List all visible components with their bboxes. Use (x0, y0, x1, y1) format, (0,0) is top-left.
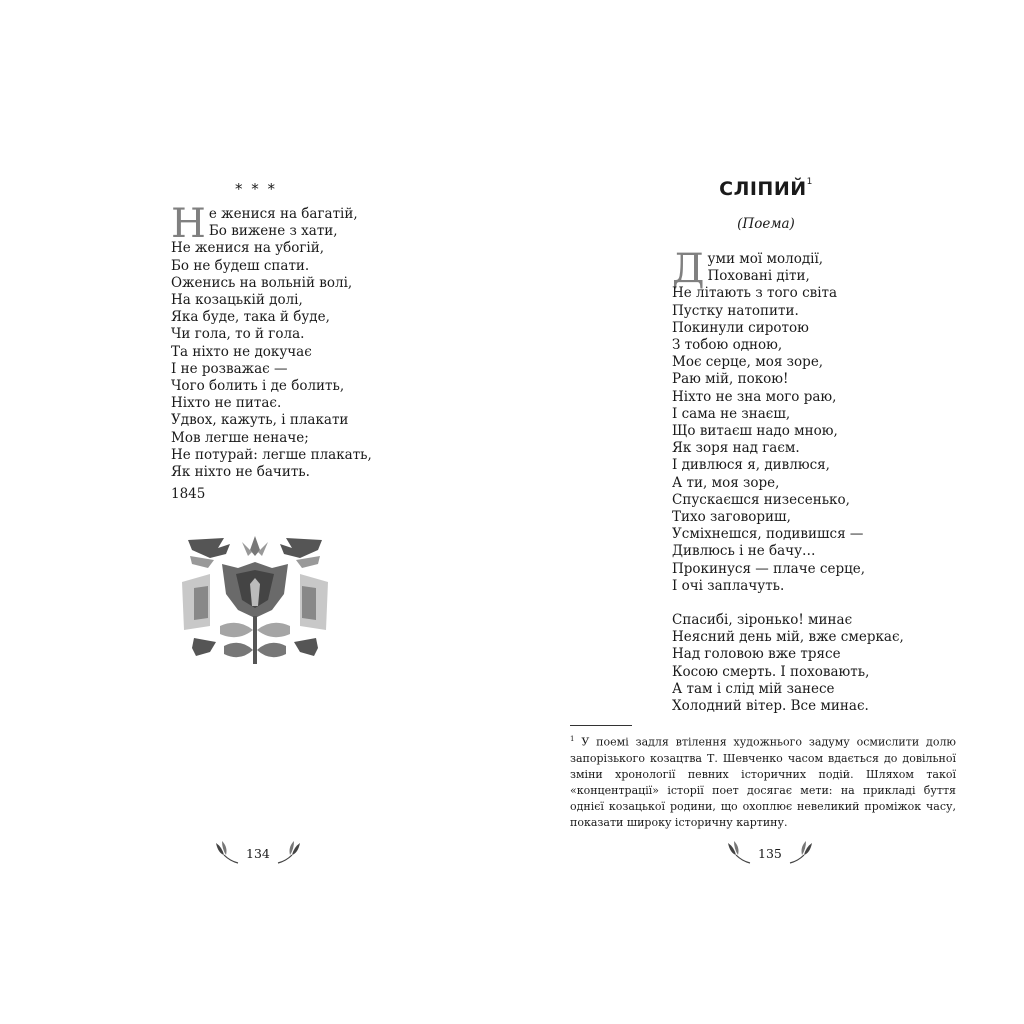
poem-line: На козацькій долі, (171, 292, 303, 309)
page-number-footer (212, 838, 304, 868)
poem-line: Що витаєш надо мною, (672, 423, 838, 440)
poem-subtitle: (Поема) (737, 216, 795, 232)
poem-line: Неясний день мій, вже смеркає, (672, 629, 904, 646)
leaf-sprig-icon (276, 839, 304, 867)
folk-ornament-icon (180, 534, 330, 674)
poem-line: Моє серце, моя зоре, (672, 354, 824, 371)
poem-line: Не потурай: легше плакать, (171, 446, 372, 463)
leaf-sprig-icon (212, 839, 240, 867)
poem-line: І не розважає — (171, 360, 288, 377)
footnote-divider (570, 725, 632, 726)
poem-line: Бо не будеш спати. (171, 257, 310, 274)
poem-line: Покинули сиротою (672, 319, 809, 336)
poem-line: Як зоря над гаєм. (672, 440, 800, 457)
poem-line: Не женися на убогій, (171, 240, 325, 257)
footnote-mark: 1 (570, 735, 575, 743)
page-number: 134 (246, 845, 270, 861)
poem-line: Удвох, кажуть, і плакати (171, 412, 349, 429)
poem-line: Усміхнешся, подивишся — (672, 526, 864, 543)
poem-line: Яка буде, така й буде, (171, 309, 330, 326)
section-stars: * * * (234, 180, 278, 198)
poem-line: А ти, моя зоре, (672, 474, 780, 491)
right-poem (672, 246, 904, 715)
poem-line: Дивлюсь і не бачу… (672, 543, 816, 560)
poem-line: Мов легше неначе; (171, 429, 309, 446)
poem-line: Тихо заговориш, (672, 509, 791, 526)
poem-line: Пустку натопити. (672, 302, 799, 319)
poem-line: Поховані діти, (707, 268, 810, 285)
poem-line: Чого болить і де болить, (171, 378, 345, 395)
leaf-sprig-icon (788, 839, 816, 867)
poem-line: Чи гола, то й гола. (171, 326, 305, 343)
footnote-text: У поемі задля втілення художнього задуму осмислити долю запорізького козацтва Т. Шевченко часом вдається до довільної зміни хронології певних історичних подій. Шляхом такої «концентрації» історії поет досягає мети: на прикладі буття однієї козацької родини, що охоплює невеликий проміжок часу, показати широку історичну картину. (570, 735, 957, 829)
drop-cap: Н (171, 201, 206, 247)
poem-line: З тобою одною, (672, 337, 783, 354)
poem-line: Як ніхто не бачить. (171, 464, 310, 481)
poem-line: І дивлюся я, дивлюся, (672, 457, 830, 474)
footnote-ref: 1 (806, 177, 813, 187)
poem-line: Думи мої молодії, (672, 246, 824, 292)
poem-line: Спасибі, зіронько! минає (672, 612, 853, 629)
poem-line: Холодний вітер. Все минає. (672, 698, 869, 715)
poem-line: Та ніхто не докучає (171, 343, 312, 360)
poem-line: Не женися на багатій, (171, 201, 358, 247)
poem-line: Ніхто не зна мого раю, (672, 388, 837, 405)
drop-cap: Д (672, 246, 705, 292)
poem-line: Прокинуся — плаче серце, (672, 560, 866, 577)
poem-line: Косою смерть. І поховають, (672, 663, 870, 680)
stanza-gap (672, 595, 904, 612)
poem-title: СЛІПИЙ$^1$ (719, 177, 813, 200)
footnote (570, 731, 956, 831)
poem-line: Над головою вже трясе (672, 646, 841, 663)
page-number: 135 (758, 845, 782, 861)
poem-year: 1845 (171, 486, 206, 502)
poem-line: Спускаєшся низесенько, (672, 491, 850, 508)
right-page (512, 0, 1024, 1024)
leaf-sprig-icon (724, 839, 752, 867)
poem-line: Ніхто не питає. (171, 395, 282, 412)
poem-line: А там і слід мій занесе (672, 680, 835, 697)
poem-line: І сама не знаєш, (672, 405, 791, 422)
poem-line: Бо вижене з хати, (208, 223, 338, 240)
left-poem (171, 201, 372, 481)
poem-line: Оженись на вольній волі, (171, 274, 353, 291)
poem-line: Не літають з того світа (672, 285, 838, 302)
poem-line: І очі заплачуть. (672, 577, 785, 594)
poem-line: Раю мій, покою! (672, 371, 789, 388)
page-number-footer (724, 838, 816, 868)
